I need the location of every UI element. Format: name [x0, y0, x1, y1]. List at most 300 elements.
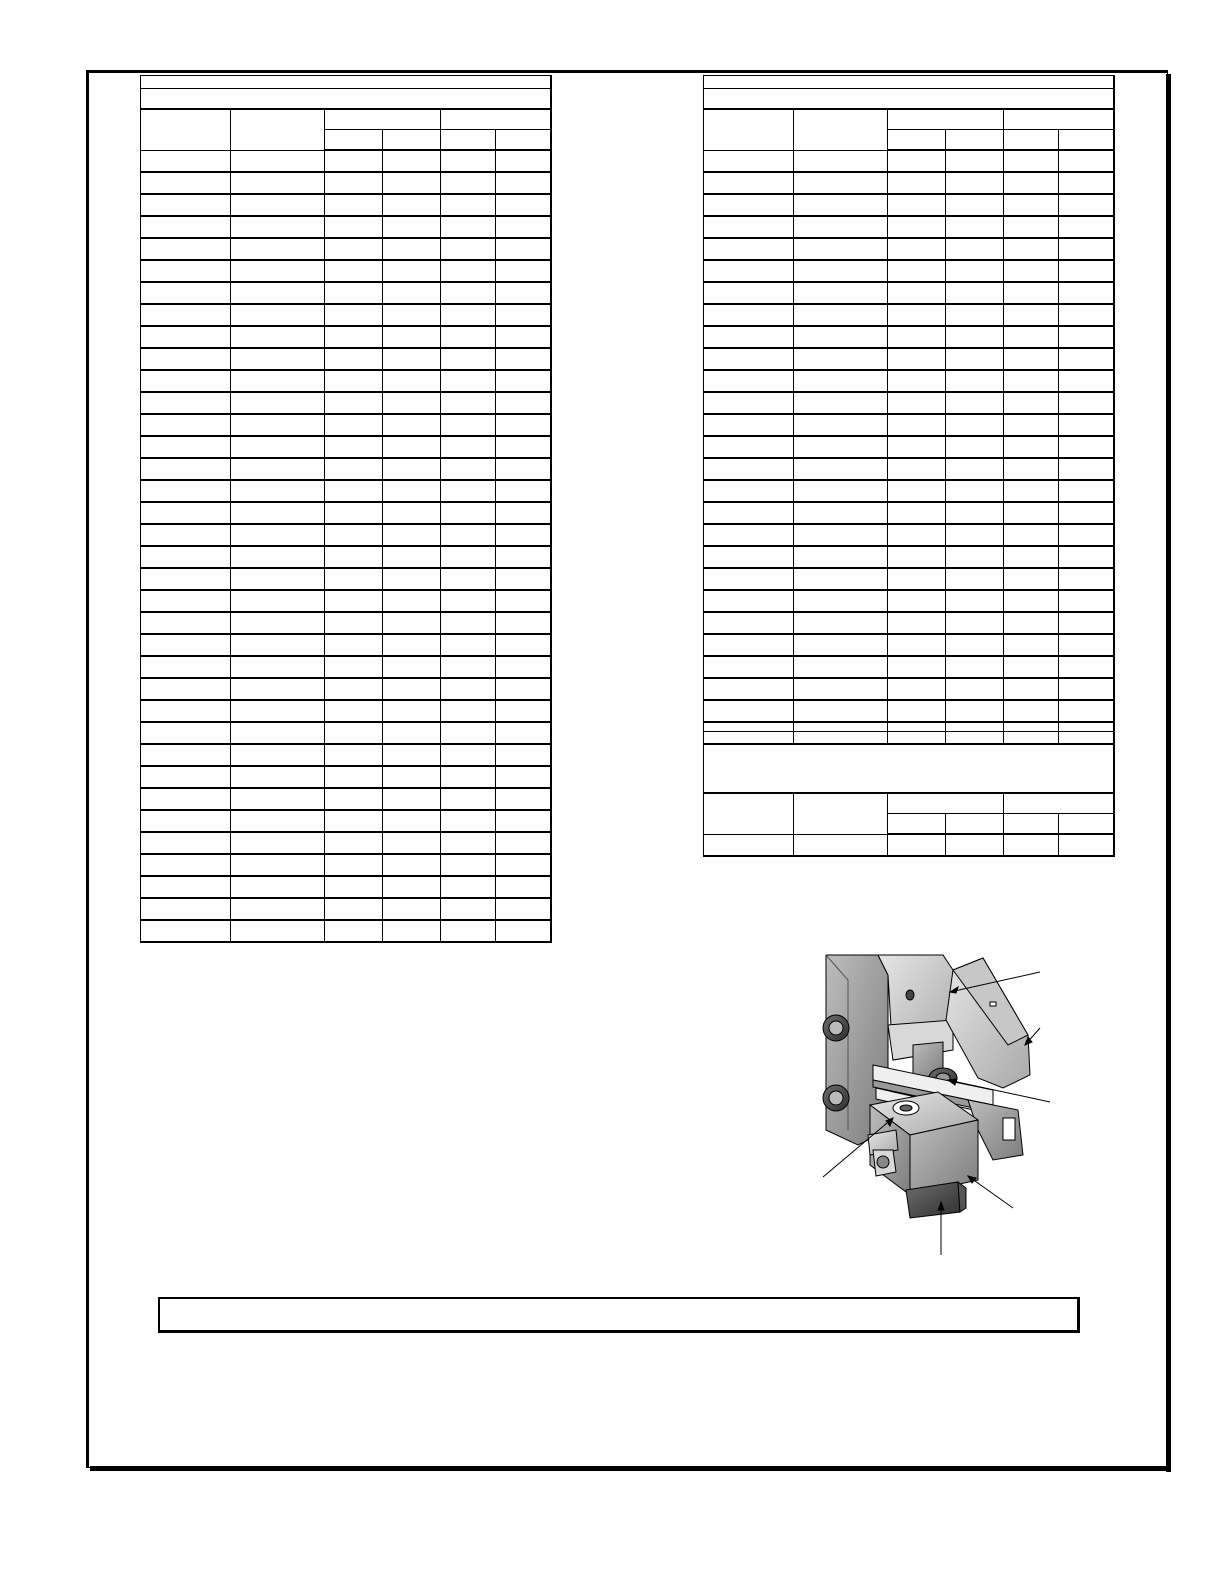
table-cell [441, 348, 496, 370]
table-row [704, 304, 1114, 326]
table-cell [231, 920, 325, 942]
table-cell [325, 876, 383, 898]
table-cell [888, 238, 946, 260]
table-cell [383, 612, 441, 634]
table-cell [141, 238, 231, 260]
table-cell [441, 920, 496, 942]
table-row [704, 282, 1114, 304]
table-cell [441, 656, 496, 678]
table-cell [325, 348, 383, 370]
table-cell [1059, 834, 1114, 856]
table-cell [704, 700, 794, 722]
table-row [141, 810, 551, 832]
table-row [141, 612, 551, 634]
table-cell [231, 744, 325, 766]
table-cell [704, 502, 794, 524]
table-cell [946, 370, 1004, 392]
table-row [141, 326, 551, 348]
table-cell [704, 436, 794, 458]
table-cell [946, 216, 1004, 238]
table-cell [441, 766, 496, 788]
table-cell [325, 326, 383, 348]
table-cell [383, 282, 441, 304]
table-cell [231, 216, 325, 238]
table-cell [441, 326, 496, 348]
table-cell [383, 172, 441, 194]
table-cell [946, 172, 1004, 194]
table-row [704, 348, 1114, 370]
table-cell [1004, 590, 1059, 612]
table-cell [383, 150, 441, 172]
table-cell [141, 656, 231, 678]
table-cell [383, 810, 441, 832]
table-row [141, 700, 551, 722]
table-cell [794, 392, 888, 414]
table-cell [794, 480, 888, 502]
table-cell [704, 304, 794, 326]
table-cell [496, 370, 551, 392]
table-cell [383, 568, 441, 590]
column-header-item [141, 109, 231, 150]
table-cell [441, 172, 496, 194]
table-cell [1004, 656, 1059, 678]
table-cell [1059, 458, 1114, 480]
table-cell [794, 612, 888, 634]
table-row [704, 326, 1114, 348]
table-row [141, 260, 551, 282]
table-cell [946, 150, 1004, 172]
table-cell [441, 480, 496, 502]
table-cell [231, 436, 325, 458]
table-cell [383, 348, 441, 370]
table-cell [441, 722, 496, 744]
table-cell [231, 194, 325, 216]
table-cell [1059, 656, 1114, 678]
table-cell [231, 832, 325, 854]
table-cell [888, 282, 946, 304]
table-cell [704, 392, 794, 414]
parts-table-left [140, 75, 552, 943]
table-cell [231, 700, 325, 722]
table-subtitle [704, 89, 1114, 110]
table-cell [888, 348, 946, 370]
table-cell [1004, 260, 1059, 282]
table-cell [441, 678, 496, 700]
table-cell [888, 634, 946, 656]
table-cell [946, 700, 1004, 722]
table-cell [1004, 502, 1059, 524]
table-cell [1059, 634, 1114, 656]
table-cell [325, 524, 383, 546]
table-cell [1059, 392, 1114, 414]
table-cell [141, 678, 231, 700]
table-cell [946, 634, 1004, 656]
table-cell [383, 216, 441, 238]
table-cell [1059, 172, 1114, 194]
table-cell [441, 568, 496, 590]
table-row [141, 480, 551, 502]
mechanism-illustration [818, 950, 1053, 1260]
table-cell [325, 854, 383, 876]
table-cell [141, 260, 231, 282]
table-cell [496, 678, 551, 700]
table-cell [1059, 304, 1114, 326]
table-row [141, 766, 551, 788]
table-row [141, 898, 551, 920]
table-cell [1004, 282, 1059, 304]
table-row [141, 590, 551, 612]
table-cell [141, 414, 231, 436]
table-cell [888, 458, 946, 480]
table-cell [441, 260, 496, 282]
table-cell [704, 634, 794, 656]
table-cell [496, 326, 551, 348]
table-cell [704, 458, 794, 480]
table-cell [231, 304, 325, 326]
column-subheader [888, 814, 946, 835]
column-header-part-number [231, 109, 325, 150]
table-row [704, 502, 1114, 524]
table-row [704, 238, 1114, 260]
table-cell [231, 326, 325, 348]
table-cell [231, 810, 325, 832]
table-cell [1059, 194, 1114, 216]
table-cell [231, 766, 325, 788]
table-cell [141, 458, 231, 480]
table-cell [888, 568, 946, 590]
table-cell [325, 282, 383, 304]
table-cell [325, 656, 383, 678]
table-cell [704, 568, 794, 590]
table-cell [325, 546, 383, 568]
table-cell [794, 326, 888, 348]
table-cell [1059, 546, 1114, 568]
table-cell [794, 436, 888, 458]
table-cell [441, 436, 496, 458]
table-cell [704, 546, 794, 568]
table-cell [1059, 436, 1114, 458]
table-cell [325, 700, 383, 722]
table-cell [496, 282, 551, 304]
table-cell [946, 546, 1004, 568]
table-cell [704, 348, 794, 370]
column-subheader [946, 130, 1004, 151]
table-row [141, 920, 551, 942]
table-cell [441, 238, 496, 260]
table-cell [325, 436, 383, 458]
table-cell [383, 370, 441, 392]
table-cell [1004, 348, 1059, 370]
table-cell [1004, 612, 1059, 634]
table-cell [325, 744, 383, 766]
parts-table-right [703, 75, 1115, 745]
parts-table-small [703, 731, 1115, 857]
table-cell [231, 392, 325, 414]
table-row [704, 392, 1114, 414]
table-cell [1059, 238, 1114, 260]
table-cell [1004, 194, 1059, 216]
table-cell [888, 436, 946, 458]
table-cell [794, 568, 888, 590]
table-cell [1004, 678, 1059, 700]
table-row [141, 436, 551, 458]
table-cell [1059, 590, 1114, 612]
table-cell [383, 502, 441, 524]
table-cell [794, 260, 888, 282]
table-cell [1004, 150, 1059, 172]
table-cell [141, 876, 231, 898]
table-cell [1059, 282, 1114, 304]
table-cell [231, 370, 325, 392]
table-cell [946, 238, 1004, 260]
table-cell [1004, 458, 1059, 480]
table-cell [1004, 834, 1059, 856]
parts-table-right-body [704, 76, 1114, 745]
table-cell [704, 524, 794, 546]
table-cell [496, 744, 551, 766]
table-cell [231, 480, 325, 502]
table-cell [231, 788, 325, 810]
table-row [141, 282, 551, 304]
table-cell [888, 546, 946, 568]
table-cell [231, 590, 325, 612]
table-cell [946, 590, 1004, 612]
table-row [141, 238, 551, 260]
table-cell [794, 546, 888, 568]
table-row [141, 524, 551, 546]
table-cell [383, 326, 441, 348]
table-cell [946, 304, 1004, 326]
table-cell [141, 590, 231, 612]
table-cell [383, 832, 441, 854]
table-cell [141, 920, 231, 942]
table-cell [1059, 612, 1114, 634]
table-cell [946, 194, 1004, 216]
table-cell [888, 304, 946, 326]
column-header-item [704, 109, 794, 150]
table-cell [325, 810, 383, 832]
table-cell [383, 678, 441, 700]
table-cell [946, 326, 1004, 348]
table-cell [325, 634, 383, 656]
table-cell [794, 172, 888, 194]
table-row [141, 392, 551, 414]
table-cell [946, 834, 1004, 856]
table-cell [1059, 348, 1114, 370]
table-row [141, 414, 551, 436]
table-cell [231, 546, 325, 568]
table-cell [794, 634, 888, 656]
table-cell [383, 766, 441, 788]
table-row [704, 678, 1114, 700]
table-cell [1059, 524, 1114, 546]
table-cell [496, 458, 551, 480]
table-cell [141, 304, 231, 326]
table-cell [794, 304, 888, 326]
table-cell [141, 216, 231, 238]
table-cell [325, 612, 383, 634]
table-row [141, 678, 551, 700]
table-cell [1004, 392, 1059, 414]
table-cell [325, 260, 383, 282]
column-group-header-b [441, 109, 551, 130]
table-cell [141, 854, 231, 876]
table-cell [704, 238, 794, 260]
table-cell [441, 546, 496, 568]
table-cell [888, 392, 946, 414]
table-cell [441, 150, 496, 172]
table-cell [1004, 546, 1059, 568]
table-cell [383, 700, 441, 722]
table-row [141, 458, 551, 480]
leader-line [968, 1176, 1013, 1208]
table-cell [496, 634, 551, 656]
table-cell [1059, 502, 1114, 524]
column-subheader [888, 130, 946, 151]
table-cell [496, 722, 551, 744]
table-cell [888, 678, 946, 700]
table-cell [325, 194, 383, 216]
table-row [141, 304, 551, 326]
table-cell [496, 348, 551, 370]
table-row [704, 634, 1114, 656]
table-cell [383, 524, 441, 546]
table-cell [383, 744, 441, 766]
table-cell [888, 834, 946, 856]
table-cell [141, 172, 231, 194]
table-cell [888, 370, 946, 392]
table-cell [1004, 414, 1059, 436]
table-row [704, 834, 1114, 856]
column-group-header-a [325, 109, 441, 130]
table-cell [231, 238, 325, 260]
table-cell [441, 370, 496, 392]
table-cell [946, 458, 1004, 480]
table-cell [141, 810, 231, 832]
table-cell [141, 502, 231, 524]
table-cell [1059, 216, 1114, 238]
table-cell [441, 216, 496, 238]
page-frame-shadow-bottom [90, 1466, 1171, 1471]
table-row [141, 172, 551, 194]
table-cell [141, 370, 231, 392]
table-cell [704, 834, 794, 856]
table-cell [441, 810, 496, 832]
column-subheader [441, 130, 496, 151]
table-cell [794, 656, 888, 678]
table-cell [1004, 634, 1059, 656]
table-row [704, 480, 1114, 502]
table-cell [946, 568, 1004, 590]
table-cell [141, 392, 231, 414]
table-cell [141, 524, 231, 546]
table-cell [441, 700, 496, 722]
table-cell [141, 546, 231, 568]
table-row [141, 568, 551, 590]
table-cell [383, 480, 441, 502]
column-subheader [383, 130, 441, 151]
table-cell [231, 458, 325, 480]
table-row [704, 414, 1114, 436]
table-cell [946, 502, 1004, 524]
table-row [704, 546, 1114, 568]
table-cell [496, 612, 551, 634]
table-cell [496, 568, 551, 590]
table-cell [496, 436, 551, 458]
table-cell [231, 854, 325, 876]
table-row [704, 260, 1114, 282]
table-cell [141, 436, 231, 458]
table-cell [496, 546, 551, 568]
column-header-item [704, 793, 794, 834]
table-row [704, 458, 1114, 480]
table-cell [496, 524, 551, 546]
table-cell [946, 282, 1004, 304]
table-cell [496, 832, 551, 854]
table-cell [496, 392, 551, 414]
table-cell [888, 502, 946, 524]
table-cell [496, 766, 551, 788]
column-header-part-number [794, 793, 888, 834]
table-cell [888, 524, 946, 546]
page-frame-shadow-right [1166, 74, 1171, 1472]
caption-box [158, 1297, 1080, 1333]
table-cell [141, 480, 231, 502]
table-cell [231, 172, 325, 194]
table-row [141, 876, 551, 898]
table-cell [383, 546, 441, 568]
table-cell [325, 304, 383, 326]
table-row [141, 634, 551, 656]
table-cell [231, 260, 325, 282]
table-cell [231, 656, 325, 678]
table-cell [231, 414, 325, 436]
column-group-header-a [888, 109, 1004, 130]
parts-table-small-body [704, 732, 1114, 857]
table-row [704, 436, 1114, 458]
table-cell [888, 172, 946, 194]
table-cell [1004, 326, 1059, 348]
table-cell [794, 502, 888, 524]
table-row [704, 172, 1114, 194]
table-row [704, 370, 1114, 392]
column-subheader [946, 814, 1004, 835]
table-cell [231, 524, 325, 546]
table-cell [141, 766, 231, 788]
table-cell [1004, 700, 1059, 722]
table-cell [888, 150, 946, 172]
table-row [141, 348, 551, 370]
table-row [141, 370, 551, 392]
table-cell [946, 436, 1004, 458]
table-title [704, 732, 1114, 794]
table-cell [496, 502, 551, 524]
table-subtitle [141, 89, 551, 110]
table-cell [441, 788, 496, 810]
table-cell [1004, 172, 1059, 194]
table-cell [383, 436, 441, 458]
table-row [704, 612, 1114, 634]
table-cell [383, 304, 441, 326]
table-cell [888, 656, 946, 678]
table-cell [383, 656, 441, 678]
table-cell [141, 612, 231, 634]
table-cell [704, 172, 794, 194]
table-cell [441, 414, 496, 436]
table-cell [141, 722, 231, 744]
column-header-part-number [794, 109, 888, 150]
table-cell [1059, 260, 1114, 282]
